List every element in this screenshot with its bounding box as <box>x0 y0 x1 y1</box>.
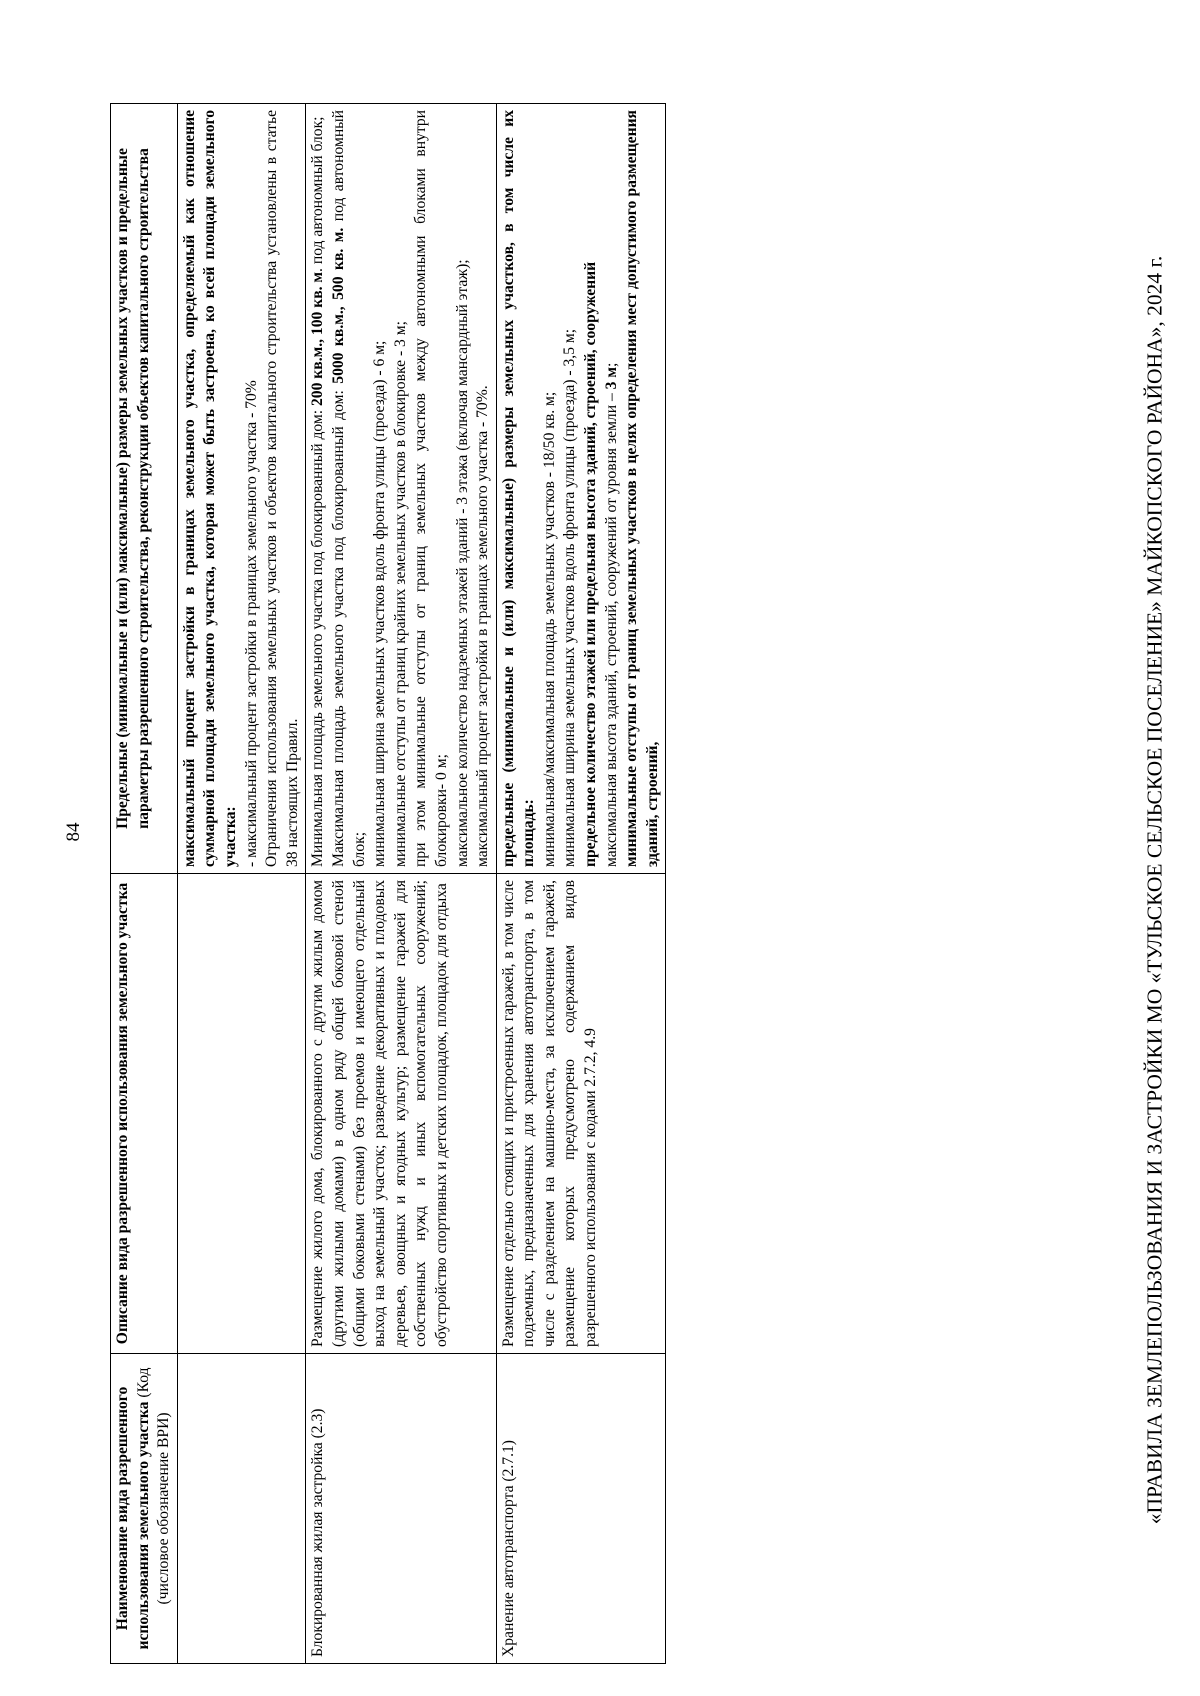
table-row-continuation <box>177 104 306 1664</box>
block-setback-line: при этом минимальные отступы от границ земельных участков между автономными блоками внутри блокировки- 0 м; <box>412 110 450 867</box>
cell-use-name: Хранение автотранспорта (2.7.1) <box>496 1354 666 1664</box>
area-range-line: минимальная/максимальная площадь земельных участков - 18/50 кв. м; <box>540 391 558 867</box>
cell-empty-description <box>177 874 306 1354</box>
header-parameters: Предельные (минимальные и (или) максимальные) размеры земельных участков и предельные параметры разрешенного строительства, реконструкции объектов капитального строительства <box>111 104 178 874</box>
table-row <box>496 104 666 1664</box>
header-description: Описание вида разрешенного использования земельного участка <box>111 874 178 1354</box>
max-coverage-line: максимальный процент застройки в границах земельного участка - 70%. <box>474 385 492 867</box>
min-area-line: Минимальная площадь земельного участка под блокированный дом: 200 кв.м., 100 кв. м. под автономный блок; <box>309 116 327 867</box>
max-coverage-value: - максимальный процент застройки в границах земельного участка - 70% <box>242 380 260 867</box>
size-limits-heading: предельные (минимальные и (или) максимальные) размеры земельных участков, в том числе их площадь: <box>499 110 538 867</box>
header-use-type-code: (Код (числовое обозначение ВРИ) <box>134 1367 173 1605</box>
max-coverage-heading: максимальный процент застройки в границах земельного участка, определяемый как отношение суммарной площади земельного участка, которая может быть застроена, ко всей площади земельного участка: <box>180 110 239 867</box>
min-setback-line: минимальные отступы от границ крайних земельных участков в блокировке - 3 м; <box>391 321 409 867</box>
cell-use-parameters <box>306 104 496 874</box>
header-use-type-title: Наименование вида разрешенного использования земельного участка <box>114 1386 152 1650</box>
cell-use-description: Размещение отдельно стоящих и пристроенных гаражей, в том числе подземных, предназначенных для хранения автотранспорта, в том числе с разделением на машино-места, за исключением гаражей, размещение которых предусмотрено содержанием видов разрешенного использования с кодами 2.7.2, 4.9 <box>496 874 666 1354</box>
cell-parameters-continuation <box>177 104 306 874</box>
floors-height-heading: предельное количество этажей или предельная высота зданий, строений, сооружений <box>582 261 600 867</box>
min-width-line: минимальная ширина земельных участков вдоль фронта улицы (проезда) - 6 м; <box>371 340 389 867</box>
min-width-line: минимальная ширина земельных участков вдоль фронта улицы (проезда) - 3,5 м; <box>561 328 579 867</box>
max-floors-line: максимальное количество надземных этажей зданий - 3 этажа (включая мансардный этаж); <box>453 259 471 867</box>
max-height-line: максимальная высота зданий, строений, сооружений от уровня земли – 3 м; <box>602 362 620 867</box>
page-number <box>60 772 88 892</box>
setbacks-heading: минимальные отступы от границ земельных участков в целях определения мест допустимого размещения зданий, строений, <box>623 110 661 867</box>
rotated-page-content <box>110 104 1110 1664</box>
cell-empty-name <box>177 1354 306 1664</box>
restrictions-note: Ограничения использования земельных участков и объектов капитального строительства установлены в статье 38 настоящих Правил. <box>263 110 301 867</box>
page-number-text: 84 <box>63 822 84 842</box>
footer-text: «ПРАВИЛА ЗЕМЛЕПОЛЬЗОВАНИЯ И ЗАСТРОЙКИ МО «ТУЛЬСКОЕ СЕЛЬСКОЕ ПОСЕЛЕНИЕ» МАЙКОПСКОГО РАЙОНА», 2024 г. <box>1142 255 1167 1525</box>
header-use-type <box>111 1354 178 1664</box>
table-row <box>306 104 496 1664</box>
document-footer <box>1135 110 1175 1670</box>
zoning-regulations-table <box>110 103 666 1664</box>
table-header-row <box>111 104 178 1664</box>
max-area-line: Максимальная площадь земельного участка под блокированный дом: 5000 кв.м., 500 кв. м. под автономный блок; <box>329 110 368 867</box>
cell-use-parameters <box>496 104 666 874</box>
cell-use-description: Размещение жилого дома, блокированного с другим жилым домом (другими жилыми домами) в одном ряду общей боковой стеной (общими боковыми стенами) без проемов и имеющего отдельный выход на земельный участок; разведение декоративных и плодовых деревьев, овощных и ягодных культур; размещение гаражей для собственных нужд и иных вспомогательных сооружений; обустройство спортивных и детских площадок, площадок для отдыха <box>306 874 496 1354</box>
cell-use-name: Блокированная жилая застройка (2.3) <box>306 1354 496 1664</box>
